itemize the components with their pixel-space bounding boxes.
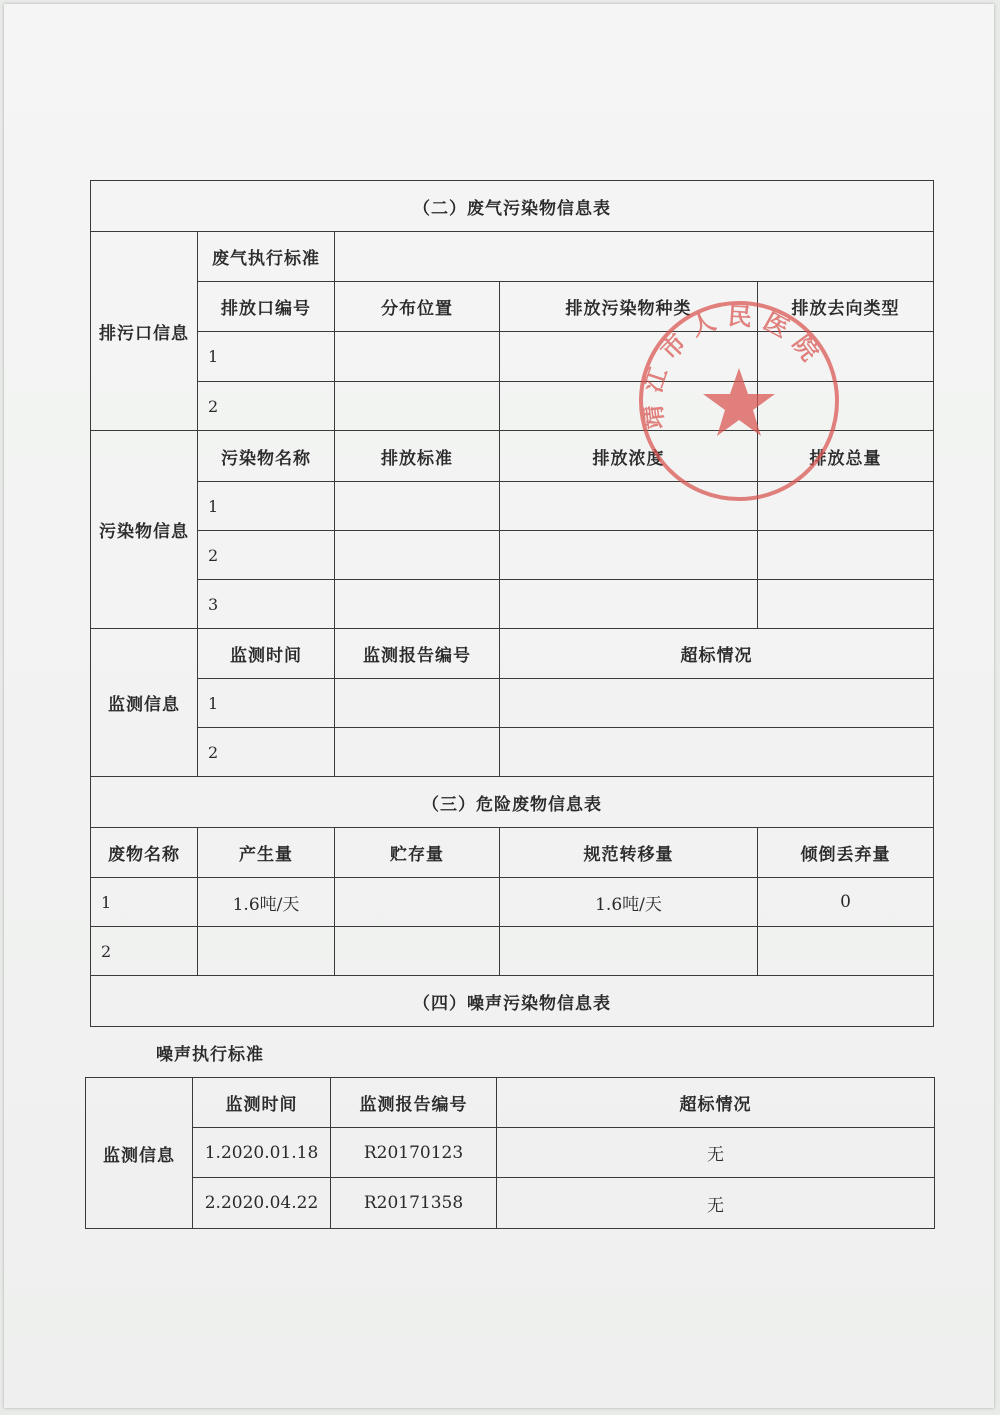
gas-standard-value [335,232,934,282]
table-cell [758,332,934,382]
table-cell [335,580,500,629]
generated-amount [198,927,335,976]
table-cell [500,482,758,531]
outlet-row-number: 1 [198,332,335,382]
table-cell [500,531,758,580]
table-cell [758,482,934,531]
pollutant-row-number: 3 [198,580,335,629]
noise-title: （四）噪声污染物信息表 [91,976,934,1027]
gas-standard-label: 废气执行标准 [198,232,335,282]
header-stored: 贮存量 [335,828,500,878]
document-page [4,4,994,1408]
header-dumped: 倾倒丢弃量 [758,828,934,878]
table-row [91,728,934,777]
header-monitor-time: 监测时间 [198,629,335,679]
pollutant-section-label: 污染物信息 [91,431,198,629]
noise-report-no: R20171358 [331,1178,497,1229]
pollutant-row-number: 2 [198,531,335,580]
table-row [91,927,934,976]
table-cell [335,728,500,777]
table-cell [335,382,500,431]
table-row [91,679,934,728]
hazardous-title: （三）危险废物信息表 [91,777,934,828]
table-cell [335,531,500,580]
table-cell [500,382,758,431]
header-noise-monitor-time: 监测时间 [193,1078,331,1128]
table-row [91,531,934,580]
noise-standard-label: 噪声执行标准 [156,1045,264,1065]
outlet-row-number: 2 [198,382,335,431]
table-cell [758,531,934,580]
table-row [91,580,934,629]
table-cell [335,679,500,728]
table-cell [500,332,758,382]
header-noise-report-no: 监测报告编号 [331,1078,497,1128]
header-transferred: 规范转移量 [500,828,758,878]
outlet-section-label: 排污口信息 [91,232,198,431]
header-outlet-no: 排放口编号 [198,282,335,332]
header-discharge-direction: 排放去向类型 [758,282,934,332]
seal-text: 靖江市人民医院 [636,300,831,431]
header-report-no: 监测报告编号 [335,629,500,679]
dumped-amount [758,927,934,976]
waste-gas-title: （二）废气污染物信息表 [91,181,934,232]
monitor-row-number: 1 [198,679,335,728]
table-cell [758,382,934,431]
table-cell [500,679,934,728]
table-cell [500,580,758,629]
header-concentration: 排放浓度 [500,431,758,482]
header-exceed-status: 超标情况 [500,629,934,679]
table-row [91,332,934,382]
transferred-amount: 1.6吨/天 [500,878,758,927]
table-cell [758,580,934,629]
noise-exceed-status: 无 [497,1128,935,1178]
waste-row-number: 2 [91,927,198,976]
noise-monitor-table [85,1077,935,1229]
noise-monitor-section-label: 监测信息 [86,1078,193,1229]
table-row [91,382,934,431]
monitor-row-number: 2 [198,728,335,777]
table-cell [335,482,500,531]
waste-gas-and-hazardous-table [90,180,934,1027]
header-emission-standard: 排放标准 [335,431,500,482]
table-cell [335,332,500,382]
transferred-amount [500,927,758,976]
pollutant-row-number: 1 [198,482,335,531]
table-cell [500,728,934,777]
table-row [91,878,934,927]
stored-amount [335,927,500,976]
table-row [86,1178,935,1229]
noise-monitor-time: 1.2020.01.18 [193,1128,331,1178]
waste-row-number: 1 [91,878,198,927]
table-row [86,1128,935,1178]
noise-monitor-time: 2.2020.04.22 [193,1178,331,1229]
table-row [91,482,934,531]
header-location: 分布位置 [335,282,500,332]
dumped-amount: 0 [758,878,934,927]
gas-monitor-section-label: 监测信息 [91,629,198,777]
generated-amount: 1.6吨/天 [198,878,335,927]
noise-report-no: R20170123 [331,1128,497,1178]
header-noise-exceed-status: 超标情况 [497,1078,935,1128]
header-pollutant-name: 污染物名称 [198,431,335,482]
header-total-emission: 排放总量 [758,431,934,482]
header-pollutant-type: 排放污染物种类 [500,282,758,332]
header-generated: 产生量 [198,828,335,878]
noise-exceed-status: 无 [497,1178,935,1229]
header-waste-name: 废物名称 [91,828,198,878]
stored-amount [335,878,500,927]
